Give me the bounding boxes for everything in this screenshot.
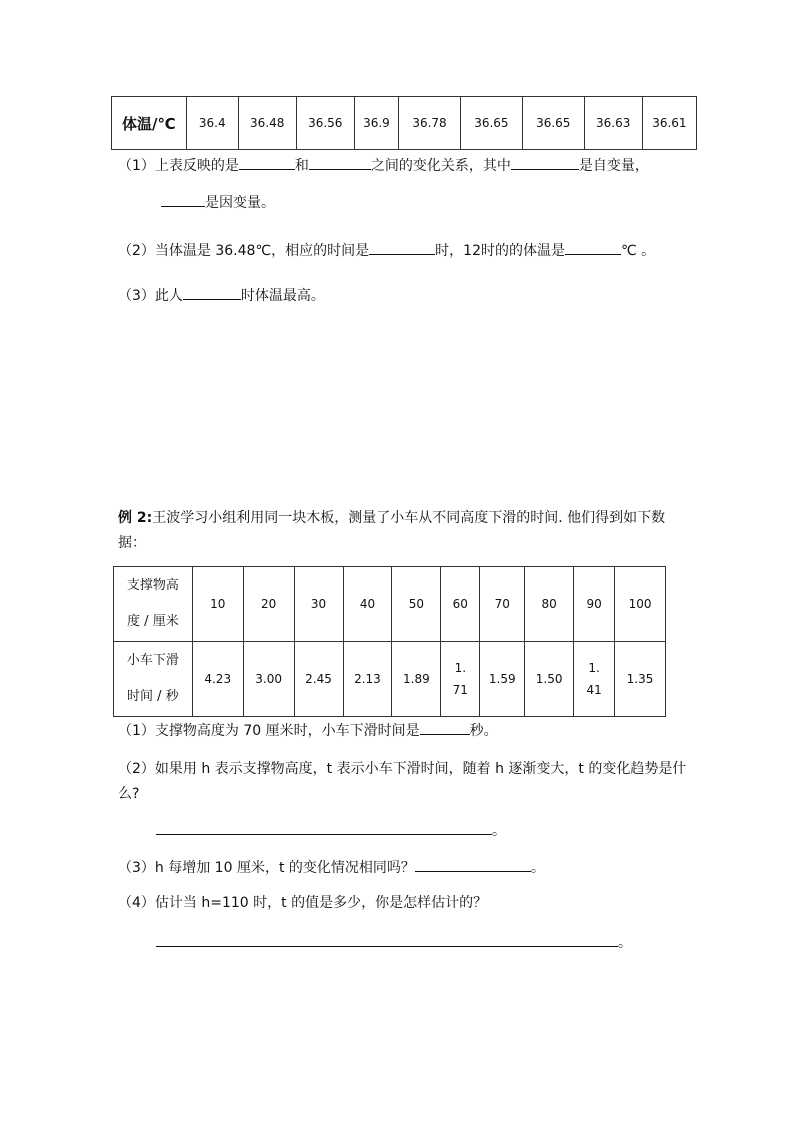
answer-blank[interactable] bbox=[156, 932, 618, 947]
answer-blank[interactable] bbox=[369, 240, 435, 255]
table-cell: 70 bbox=[480, 567, 525, 642]
table-cell: 40 bbox=[343, 567, 392, 642]
table-header-cell: 体温/℃ bbox=[112, 97, 187, 150]
question-text: （2）当体温是 36.48℃，相应的时间是 bbox=[118, 243, 370, 259]
example-2-intro bbox=[118, 508, 665, 528]
table-header-cell bbox=[114, 642, 193, 717]
example-question-1 bbox=[118, 720, 498, 741]
table-cell: 36.9 bbox=[354, 97, 398, 150]
answer-blank[interactable] bbox=[511, 155, 579, 170]
table-header-cell bbox=[114, 567, 193, 642]
table-cell: 4.23 bbox=[192, 642, 243, 717]
question-text: 之间的变化关系，其中 bbox=[370, 158, 511, 174]
question-text: 时，12时的的体温是 bbox=[435, 243, 565, 259]
example-text: 据： bbox=[118, 535, 146, 551]
header-line: 时间 / 秒 bbox=[127, 689, 179, 704]
table-row bbox=[112, 97, 697, 150]
question-text: 和 bbox=[294, 158, 309, 174]
answer-blank[interactable] bbox=[420, 720, 470, 735]
header-line: 支撑物高 bbox=[126, 578, 179, 593]
table-cell bbox=[441, 642, 480, 717]
table-cell: 2.13 bbox=[343, 642, 392, 717]
table-cell: 100 bbox=[615, 567, 666, 642]
answer-blank[interactable] bbox=[183, 285, 241, 300]
question-1-cont bbox=[161, 192, 275, 213]
wrapped-value: 1.41 bbox=[586, 661, 602, 697]
table-cell: 36.65 bbox=[460, 97, 522, 150]
table-cell: 36.56 bbox=[296, 97, 354, 150]
table-cell: 36.63 bbox=[584, 97, 642, 150]
question-text: 。 bbox=[492, 823, 506, 839]
question-text: ℃ 。 bbox=[621, 243, 656, 259]
table-cell: 1.89 bbox=[392, 642, 441, 717]
question-text: 。 bbox=[530, 860, 545, 876]
answer-blank[interactable] bbox=[161, 192, 205, 207]
header-line: 度 / 厘米 bbox=[127, 614, 179, 629]
question-text: 时体温最高。 bbox=[240, 288, 325, 304]
example-question-4-answer bbox=[156, 932, 632, 953]
example-question-3 bbox=[118, 857, 545, 878]
table-cell: 60 bbox=[441, 567, 480, 642]
question-text: （3）此人 bbox=[118, 288, 183, 304]
table-cell: 90 bbox=[574, 567, 615, 642]
example-question-2 bbox=[118, 759, 686, 779]
wrapped-value: 1.71 bbox=[452, 661, 468, 697]
table-cell: 36.65 bbox=[522, 97, 584, 150]
question-text: 么? bbox=[118, 786, 140, 802]
table-cell bbox=[574, 642, 615, 717]
question-text: （4）估计当 h=110 时，t 的值是多少，你是怎样估计的？ bbox=[118, 895, 488, 911]
example-question-2-answer bbox=[156, 820, 506, 841]
example-label: 例 2: bbox=[118, 510, 153, 526]
table-cell: 1.35 bbox=[615, 642, 666, 717]
table-cell: 36.78 bbox=[399, 97, 461, 150]
table-cell: 10 bbox=[192, 567, 243, 642]
table-cell: 36.61 bbox=[642, 97, 696, 150]
question-text: （1）支撑物高度为 70 厘米时，小车下滑时间是 bbox=[118, 723, 420, 739]
table-cell: 2.45 bbox=[294, 642, 343, 717]
table-row bbox=[114, 642, 666, 717]
table-cell: 20 bbox=[243, 567, 294, 642]
header-line: 小车下滑 bbox=[126, 653, 179, 668]
example-2-intro-cont bbox=[118, 533, 146, 553]
question-text: （1）上表反映的是 bbox=[118, 158, 239, 174]
table-cell: 1.50 bbox=[525, 642, 574, 717]
answer-blank[interactable] bbox=[565, 240, 621, 255]
table-cell: 36.4 bbox=[186, 97, 238, 150]
answer-blank[interactable] bbox=[415, 857, 531, 872]
question-1 bbox=[118, 155, 649, 176]
question-text: 秒。 bbox=[469, 723, 498, 739]
question-text: （2）如果用 h 表示支撑物高度，t 表示小车下滑时间，随着 h 逐渐变大，t 的变化趋势是什 bbox=[118, 761, 687, 777]
table-cell: 3.00 bbox=[243, 642, 294, 717]
example-question-4 bbox=[118, 893, 487, 913]
example-question-2-cont bbox=[118, 784, 139, 804]
table-cell: 30 bbox=[294, 567, 343, 642]
question-2 bbox=[118, 240, 655, 261]
question-text: 是自变量， bbox=[578, 158, 649, 174]
answer-blank[interactable] bbox=[156, 820, 492, 835]
question-text: 。 bbox=[618, 935, 632, 951]
question-3 bbox=[118, 285, 325, 306]
temperature-table bbox=[111, 96, 697, 150]
example-text: 王波学习小组利用同一块木板，测量了小车从不同高度下滑的时间. 他们得到如下数 bbox=[152, 510, 666, 526]
question-text: （3）h 每增加 10 厘米，t 的变化情况相同吗？ bbox=[118, 860, 415, 876]
answer-blank[interactable] bbox=[239, 155, 295, 170]
table-row bbox=[114, 567, 666, 642]
table-cell: 80 bbox=[525, 567, 574, 642]
slide-time-table bbox=[113, 566, 666, 717]
table-cell: 1.59 bbox=[480, 642, 525, 717]
question-text: 是因变量。 bbox=[205, 195, 275, 211]
answer-blank[interactable] bbox=[309, 155, 371, 170]
table-cell: 36.48 bbox=[238, 97, 296, 150]
table-cell: 50 bbox=[392, 567, 441, 642]
